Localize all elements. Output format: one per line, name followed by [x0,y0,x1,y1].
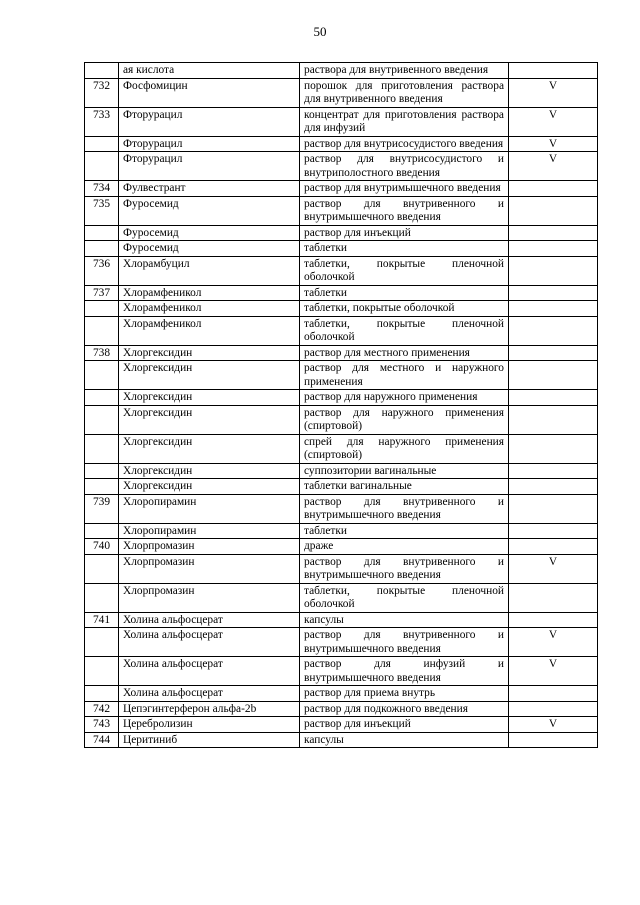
mark-cell [509,285,598,301]
dosage-form: концентрат для приготовления раствора для инфузий [300,107,509,136]
table-row [85,63,598,79]
dosage-form: раствор для внутривенного и внутримышечного введения [300,196,509,225]
drug-name: Хлорпромазин [119,554,300,583]
drug-name: Холина альфосцерат [119,628,300,657]
table-row [85,405,598,434]
mark-cell [509,463,598,479]
row-number [85,241,119,257]
mark-cell [509,479,598,495]
table-row [85,361,598,390]
mark-cell [509,494,598,523]
drug-name: ая кислота [119,63,300,79]
row-number [85,479,119,495]
row-number: 738 [85,345,119,361]
drug-name: Холина альфосцерат [119,612,300,628]
row-number [85,628,119,657]
table-row [85,494,598,523]
table-row [85,732,598,748]
row-number: 739 [85,494,119,523]
drug-name: Фуросемид [119,225,300,241]
dosage-form: раствор для внутривенного и внутримышечного введения [300,494,509,523]
row-number: 734 [85,181,119,197]
mark-cell: V [509,78,598,107]
mark-cell: V [509,152,598,181]
mark-cell [509,181,598,197]
drug-name: Церитиниб [119,732,300,748]
mark-cell [509,241,598,257]
drug-name: Фторурацил [119,152,300,181]
table-row [85,136,598,152]
dosage-form: капсулы [300,732,509,748]
drug-name: Хлорамфеникол [119,285,300,301]
mark-cell [509,405,598,434]
table-row [85,390,598,406]
row-number [85,361,119,390]
table-row [85,628,598,657]
dosage-form: раствор для внутримышечного введения [300,181,509,197]
drug-name: Хлорамфеникол [119,301,300,317]
mark-cell: V [509,554,598,583]
mark-cell [509,612,598,628]
drug-name: Фулвестрант [119,181,300,197]
table-row [85,717,598,733]
mark-cell [509,345,598,361]
dosage-form: таблетки [300,285,509,301]
mark-cell: V [509,136,598,152]
table-row [85,225,598,241]
table-row [85,479,598,495]
row-number [85,390,119,406]
row-number: 737 [85,285,119,301]
dosage-form: раствор для инъекций [300,225,509,241]
table-row [85,612,598,628]
drug-name: Хлоргексидин [119,390,300,406]
mark-cell [509,301,598,317]
mark-cell [509,701,598,717]
mark-cell [509,583,598,612]
drug-name: Хлоргексидин [119,345,300,361]
drug-name: Фуросемид [119,196,300,225]
drug-name: Хлорамбуцил [119,256,300,285]
drug-table [84,62,598,748]
dosage-form: раствор для наружного применения (спиртовой) [300,405,509,434]
mark-cell [509,196,598,225]
drug-name: Хлоргексидин [119,479,300,495]
row-number: 741 [85,612,119,628]
dosage-form: раствор для внутривенного и внутримышечного введения [300,628,509,657]
row-number [85,225,119,241]
dosage-form: раствор для внутривенного и внутримышечного введения [300,554,509,583]
row-number: 736 [85,256,119,285]
mark-cell [509,523,598,539]
dosage-form: раствор для подкожного введения [300,701,509,717]
mark-cell [509,63,598,79]
row-number: 735 [85,196,119,225]
row-number [85,686,119,702]
row-number [85,63,119,79]
drug-name: Хлорпромазин [119,539,300,555]
dosage-form: раствор для инфузий и внутримышечного введения [300,657,509,686]
drug-name: Фуросемид [119,241,300,257]
dosage-form: порошок для приготовления раствора для внутривенного введения [300,78,509,107]
row-number: 742 [85,701,119,717]
drug-name: Хлоргексидин [119,405,300,434]
drug-name: Хлоргексидин [119,434,300,463]
table-row [85,657,598,686]
drug-name: Фосфомицин [119,78,300,107]
table-row [85,241,598,257]
table-row [85,686,598,702]
dosage-form: раствор для местного применения [300,345,509,361]
dosage-form: таблетки, покрытые оболочкой [300,301,509,317]
table-row [85,583,598,612]
dosage-form: раствор для приема внутрь [300,686,509,702]
drug-name: Фторурацил [119,107,300,136]
dosage-form: раствор для внутрисосудистого и внутриполостного введения [300,152,509,181]
dosage-form: таблетки [300,241,509,257]
drug-name: Холина альфосцерат [119,686,300,702]
page-number: 50 [313,24,327,39]
dosage-form: раствор для наружного применения [300,390,509,406]
drug-name: Фторурацил [119,136,300,152]
drug-name: Хлоропирамин [119,523,300,539]
drug-name: Хлоропирамин [119,494,300,523]
mark-cell [509,732,598,748]
row-number: 743 [85,717,119,733]
dosage-form: таблетки, покрытые пленочной оболочкой [300,316,509,345]
drug-name: Хлоргексидин [119,463,300,479]
row-number [85,434,119,463]
drug-name: Холина альфосцерат [119,657,300,686]
row-number [85,301,119,317]
table-row [85,701,598,717]
row-number: 733 [85,107,119,136]
row-number [85,136,119,152]
mark-cell: V [509,107,598,136]
dosage-form: капсулы [300,612,509,628]
dosage-form: драже [300,539,509,555]
dosage-form: спрей для наружного применения (спиртовой) [300,434,509,463]
mark-cell [509,686,598,702]
mark-cell: V [509,657,598,686]
row-number [85,316,119,345]
dosage-form: суппозитории вагинальные [300,463,509,479]
row-number [85,583,119,612]
table-body [85,63,598,748]
drug-name: Хлорпромазин [119,583,300,612]
mark-cell [509,361,598,390]
dosage-form: раствор для инъекций [300,717,509,733]
table-row [85,301,598,317]
dosage-form: таблетки, покрытые пленочной оболочкой [300,583,509,612]
mark-cell [509,434,598,463]
table-row [85,434,598,463]
drug-name: Хлорамфеникол [119,316,300,345]
dosage-form: таблетки вагинальные [300,479,509,495]
drug-name: Хлоргексидин [119,361,300,390]
row-number: 732 [85,78,119,107]
row-number [85,657,119,686]
dosage-form: таблетки, покрытые пленочной оболочкой [300,256,509,285]
table-row [85,285,598,301]
dosage-form: раствор для местного и наружного применения [300,361,509,390]
row-number [85,405,119,434]
row-number [85,152,119,181]
row-number [85,463,119,479]
row-number [85,554,119,583]
table-row [85,78,598,107]
mark-cell [509,225,598,241]
table-row [85,196,598,225]
table-row [85,345,598,361]
table-row [85,107,598,136]
drug-name: Цепэгинтерферон альфа-2b [119,701,300,717]
mark-cell [509,256,598,285]
table-row [85,463,598,479]
row-number [85,523,119,539]
dosage-form: раствор для внутрисосудистого введения [300,136,509,152]
mark-cell [509,390,598,406]
table-row [85,316,598,345]
row-number: 740 [85,539,119,555]
table-row [85,554,598,583]
table-row [85,256,598,285]
dosage-form: раствора для внутривенного введения [300,63,509,79]
dosage-form: таблетки [300,523,509,539]
table-row [85,523,598,539]
row-number: 744 [85,732,119,748]
drug-name: Церебролизин [119,717,300,733]
mark-cell [509,539,598,555]
mark-cell: V [509,628,598,657]
mark-cell: V [509,717,598,733]
table-row [85,181,598,197]
mark-cell [509,316,598,345]
table-row [85,152,598,181]
table-row [85,539,598,555]
